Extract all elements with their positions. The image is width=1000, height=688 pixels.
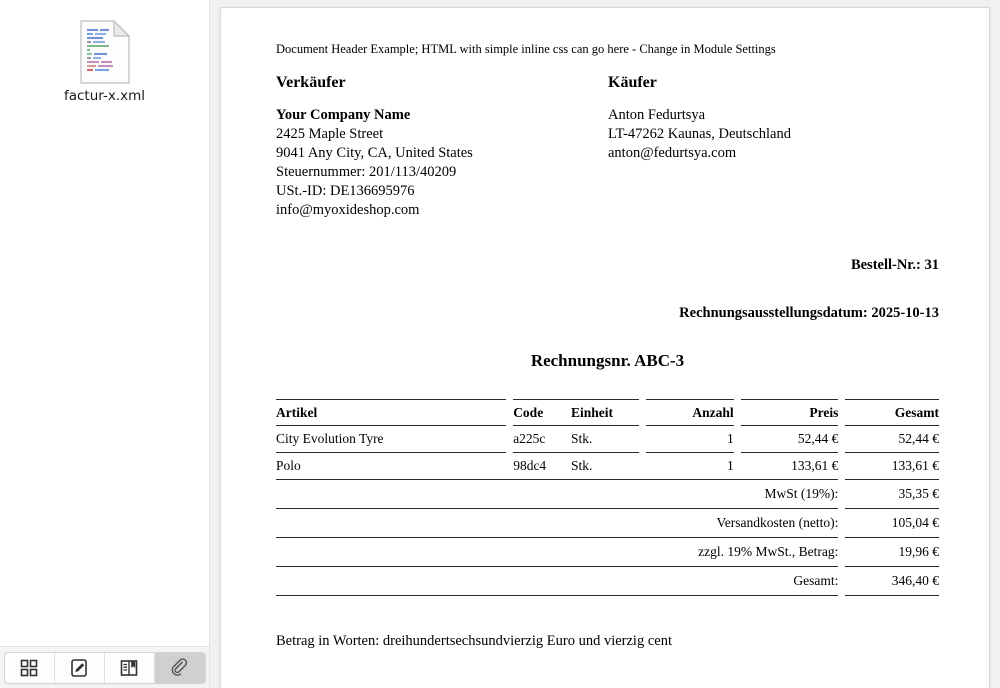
document-header-note: Document Header Example; HTML with simple inline css can go here - Change in Module Settings xyxy=(276,42,776,56)
pen-icon xyxy=(69,658,89,678)
total-row-grand xyxy=(276,567,939,596)
total-label: zzgl. 19% MwSt., Betrag: xyxy=(276,538,838,567)
table-header-row xyxy=(276,400,939,426)
xml-file-icon xyxy=(79,20,131,84)
cell-artikel: Polo xyxy=(276,453,506,480)
buyer-name: Anton Fedurtsya xyxy=(608,107,706,123)
buyer-email: anton@fedurtsya.com xyxy=(608,145,737,161)
total-row-vat xyxy=(276,480,939,509)
seller-title: Verkäufer xyxy=(276,74,346,91)
column-spacer xyxy=(506,400,513,426)
column-spacer xyxy=(838,509,845,538)
attachment-item-label: factur-x.xml xyxy=(63,88,146,104)
table-row xyxy=(276,426,939,453)
attachment-list[interactable] xyxy=(0,0,209,630)
column-spacer xyxy=(838,538,845,567)
invoice-items-table xyxy=(276,399,939,596)
column-spacer xyxy=(734,453,741,480)
column-spacer xyxy=(506,453,513,480)
sidebar-toolbar-group xyxy=(4,652,206,684)
column-header-gesamt: Gesamt xyxy=(845,400,939,426)
order-number: Bestell-Nr.: 31 xyxy=(850,257,939,273)
seller-block xyxy=(276,74,606,220)
column-header-artikel: Artikel xyxy=(276,400,506,426)
column-spacer xyxy=(838,400,845,426)
column-spacer xyxy=(838,426,845,453)
total-label: Versandkosten (netto): xyxy=(276,509,838,538)
cell-code: a225c xyxy=(513,426,571,453)
annotations-button[interactable] xyxy=(55,653,105,683)
invoice-title: Rechnungsnr. ABC-3 xyxy=(530,351,685,370)
total-value: 105,04 € xyxy=(845,509,939,538)
attachments-sidebar xyxy=(0,0,210,688)
thumbnails-button[interactable] xyxy=(5,653,55,683)
total-value: 346,40 € xyxy=(845,567,939,596)
seller-address-line: 2425 Maple Street xyxy=(276,126,384,142)
column-header-einheit: Einheit xyxy=(571,400,639,426)
seller-tax-number: Steuernummer: 201/113/40209 xyxy=(276,164,457,180)
document-viewer[interactable] xyxy=(210,0,1000,688)
attachment-item-factur-x[interactable] xyxy=(46,14,164,110)
column-header-code: Code xyxy=(513,400,571,426)
cell-artikel: City Evolution Tyre xyxy=(276,426,506,453)
total-value: 19,96 € xyxy=(845,538,939,567)
cell-anzahl: 1 xyxy=(646,426,734,453)
cell-anzahl: 1 xyxy=(646,453,734,480)
table-row xyxy=(276,453,939,480)
column-spacer xyxy=(838,453,845,480)
attachments-button[interactable] xyxy=(155,653,205,683)
pdf-page-content xyxy=(221,8,989,651)
cell-preis: 52,44 € xyxy=(741,426,839,453)
cell-preis: 133,61 € xyxy=(741,453,839,480)
parties-block xyxy=(276,74,939,224)
total-row-shipping xyxy=(276,509,939,538)
column-header-anzahl: Anzahl xyxy=(646,400,734,426)
amount-in-words: Betrag in Worten: dreihundertsechsundvierzig Euro und vierzig cent xyxy=(276,633,672,649)
column-header-preis: Preis xyxy=(741,400,839,426)
total-row-shipping-vat xyxy=(276,538,939,567)
cell-gesamt: 52,44 € xyxy=(845,426,939,453)
seller-vat-id: USt.-ID: DE136695976 xyxy=(276,183,415,199)
cell-code: 98dc4 xyxy=(513,453,571,480)
seller-company: Your Company Name xyxy=(276,107,411,123)
cell-einheit: Stk. xyxy=(571,426,639,453)
buyer-address-line: LT-47262 Kaunas, Deutschland xyxy=(608,126,791,142)
buyer-block xyxy=(608,74,938,163)
column-spacer xyxy=(639,426,646,453)
buyer-title: Käufer xyxy=(608,74,657,91)
column-spacer xyxy=(838,567,845,596)
paperclip-icon xyxy=(170,658,190,678)
total-label: MwSt (19%): xyxy=(276,480,838,509)
seller-address-line: 9041 Any City, CA, United States xyxy=(276,145,473,161)
column-spacer xyxy=(639,453,646,480)
total-value: 35,35 € xyxy=(845,480,939,509)
column-spacer xyxy=(838,480,845,509)
pdf-page xyxy=(220,7,990,688)
total-label: Gesamt: xyxy=(276,567,838,596)
column-spacer xyxy=(506,426,513,453)
sidebar-toolbar xyxy=(0,646,209,688)
grid-icon xyxy=(19,658,39,678)
cell-einheit: Stk. xyxy=(571,453,639,480)
column-spacer xyxy=(734,400,741,426)
column-spacer xyxy=(639,400,646,426)
seller-email: info@myoxideshop.com xyxy=(276,202,420,218)
outline-button[interactable] xyxy=(105,653,155,683)
invoice-date: Rechnungsausstellungsdatum: 2025-10-13 xyxy=(679,305,939,321)
bookmark-icon xyxy=(119,658,139,678)
cell-gesamt: 133,61 € xyxy=(845,453,939,480)
column-spacer xyxy=(734,426,741,453)
